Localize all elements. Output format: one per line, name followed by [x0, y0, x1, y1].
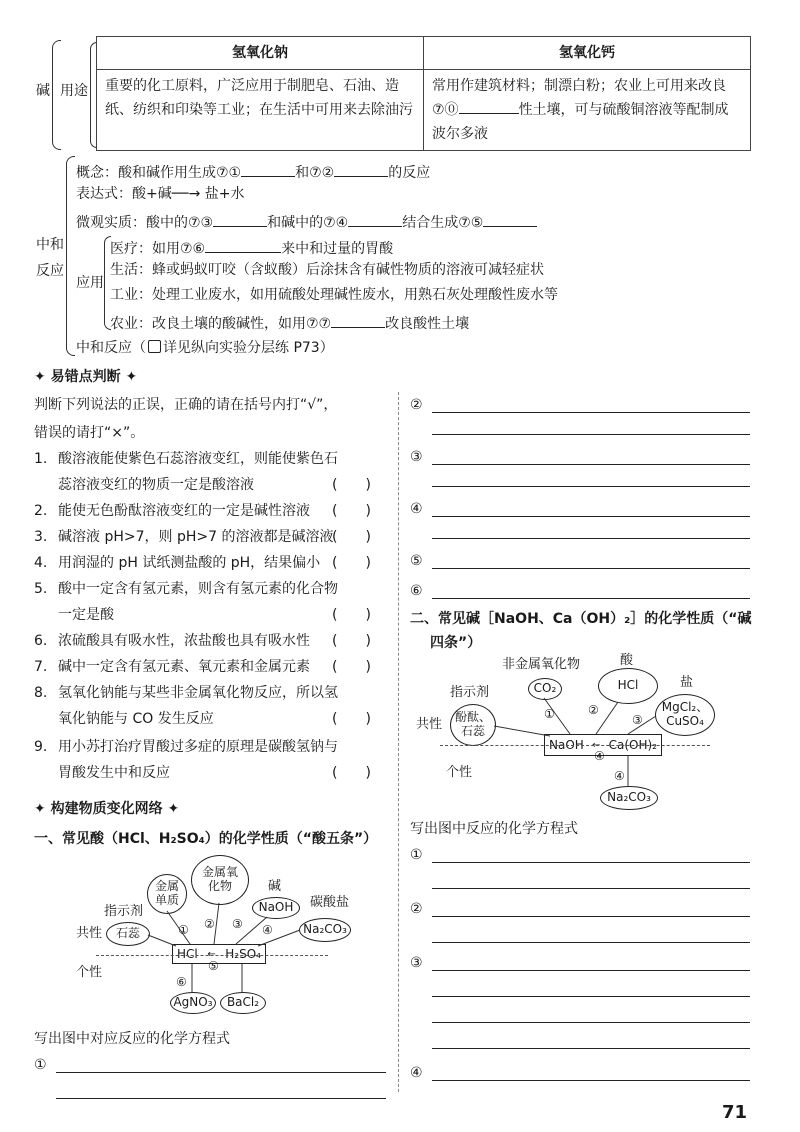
blank-70-num: ⑦⓪ — [432, 102, 459, 118]
acid-write-label: 写出图中对应反应的化学方程式 — [34, 1031, 230, 1047]
acid-title: 一、常见酸（HCl、H₂SO₄）的化学性质（“酸五条”） — [34, 831, 378, 847]
base-eq-line[interactable] — [432, 1080, 750, 1081]
acid-individual-label: 个性 — [76, 965, 103, 980]
judge-item-no: 4. — [34, 555, 48, 571]
use-label: 用途 — [60, 83, 88, 99]
industry-line: 工业：处理工业废水，如用硫酸处理碱性废水，用熟石灰处理酸性废水等 — [110, 287, 558, 303]
base-eq-line[interactable] — [432, 1022, 750, 1023]
judge-item-text: 浓硫酸具有吸水性，浓盐酸也具有吸水性 — [58, 633, 310, 649]
base-n4b: ④ — [614, 769, 625, 783]
judge-item-no: 6. — [34, 633, 48, 649]
base-eq-num: ① — [410, 847, 423, 863]
concept-b: 和⑦② — [295, 165, 335, 181]
caoh2-uses-b: 性土壤，可与硫酸铜溶液等配制成波尔多液 — [432, 102, 729, 142]
judge-item-text-2: 一定是酸 — [58, 607, 114, 623]
concept-a: 概念：酸和碱作用生成⑦① — [76, 165, 242, 181]
judge-item-text: 用小苏打治疗胃酸过多症的原理是碳酸氢钠与 — [58, 739, 338, 755]
base-common-label: 共性 — [416, 717, 443, 732]
base-title-1: 二、常见碱［NaOH、Ca（OH）₂］的化学性质（“碱 — [410, 611, 752, 627]
base-salt-label: 盐 — [680, 675, 694, 690]
judge-item-text: 能使无色酚酞溶液变红的一定是碱性溶液 — [58, 503, 310, 519]
judge-answer-paren[interactable]: ( ) — [332, 607, 371, 623]
judge-item-text-2: 蕊溶液变红的物质一定是酸溶液 — [58, 477, 254, 493]
experiment-a: 中和反应（ — [76, 340, 146, 356]
judge-answer-paren[interactable]: ( ) — [332, 529, 371, 545]
answer-num: ③ — [410, 449, 423, 465]
acid-n2: ② — [204, 917, 215, 931]
judge-item-text: 酸中一定含有氢元素，则含有氢元素的化合物 — [58, 581, 338, 597]
base-phenol-text: 酚酞、 — [454, 710, 491, 725]
judge-item-text: 酸溶液能使紫色石蕊溶液变红，则能使紫色石 — [58, 451, 338, 467]
acid-base-label: 碱 — [268, 879, 282, 894]
judge-item-no: 9. — [34, 739, 48, 755]
agri-b: 改良酸性土壤 — [385, 316, 470, 332]
acid-n4: ④ — [262, 923, 273, 937]
caoh2-header: 氢氧化钙 — [424, 37, 751, 70]
judge-item-text: 碱溶液 pH>7，则 pH>7 的溶液都是碱溶液 — [58, 529, 334, 545]
answer-num: ⑤ — [410, 553, 423, 569]
base-litmus-text: 石蕊 — [460, 724, 485, 738]
judge-heading-text: 易错点判断 — [50, 369, 121, 385]
base-write-label: 写出图中反应的化学方程式 — [410, 821, 578, 837]
acid-n3: ③ — [232, 917, 243, 931]
base-indicator-label: 指示剂 — [450, 685, 490, 700]
answer-num: ⑥ — [410, 583, 423, 599]
judge-item-text-2: 氧化钠能与 CO 发生反应 — [58, 711, 214, 727]
base-n4: ④ — [594, 749, 605, 763]
acid-carbonate-label: 碳酸盐 — [310, 895, 350, 910]
judge-answer-paren[interactable]: ( ) — [332, 555, 371, 571]
naoh-header: 氢氧化钠 — [97, 37, 424, 70]
expression-line: 表达式：酸+碱──→ 盐+水 — [76, 186, 245, 202]
judge-answer-paren[interactable]: ( ) — [332, 711, 371, 727]
base-hcl-text: HCl — [617, 678, 639, 693]
acid-litmus-text: 石蕊 — [115, 926, 140, 941]
acid-arrow-icon: ← — [207, 948, 216, 960]
base-eq-line[interactable] — [432, 942, 750, 943]
answer-num: ④ — [410, 501, 423, 517]
base-nonmetal-label: 非金属氧化物 — [502, 657, 581, 672]
naoh-uses: 重要的化工原料，广泛应用于制肥皂、石油、造纸、纺织和印染等工业；在生活中可用来去除油污 — [97, 70, 424, 151]
judge-answer-paren[interactable]: ( ) — [332, 477, 371, 493]
neutral-label-1: 中和 — [36, 237, 64, 253]
experiment-b: 详见纵向实验分层练 P73） — [163, 340, 334, 356]
answer-num: ② — [410, 397, 423, 413]
judge-item-no: 8. — [34, 685, 48, 701]
judge-item-text: 用润湿的 pH 试纸测盐酸的 pH，结果偏小 — [58, 555, 321, 571]
base-n1: ① — [544, 707, 555, 721]
judge-item-no: 2. — [34, 503, 48, 519]
base-na2co3-text: Na₂CO₃ — [607, 790, 651, 805]
network-heading-text: 构建物质变化网络 — [50, 801, 163, 817]
medical-b: 来中和过量的胃酸 — [281, 241, 394, 257]
acid-na2co3-text: Na₂CO₃ — [303, 922, 347, 937]
acid-agno3-text: AgNO₃ — [173, 995, 213, 1010]
base-eq-line[interactable] — [432, 862, 750, 863]
acid-n6: ⑥ — [176, 975, 187, 989]
base-co2-text: CO₂ — [533, 681, 557, 696]
judge-item-no: 1. — [34, 451, 48, 467]
acid-eq-1-num: ① — [34, 1057, 47, 1073]
acid-n1: ① — [178, 923, 189, 937]
caoh2-uses-a: 常用作建筑材料；制漂白粉；农业上可用来改良 — [432, 78, 726, 94]
neutral-label-2: 反应 — [36, 263, 64, 279]
concept-c: 的反应 — [388, 165, 431, 181]
base-arrow-icon: ← — [592, 739, 601, 751]
acid-hcl-text: HCl — [177, 947, 198, 961]
judge-item-no: 5. — [34, 581, 48, 597]
base-title-2: 四条”） — [430, 635, 482, 651]
base-n3: ③ — [632, 713, 643, 727]
network-heading: ✦ 构建物质变化网络 ✦ — [34, 801, 180, 817]
judge-answer-paren[interactable]: ( ) — [332, 633, 371, 649]
judge-answer-paren[interactable]: ( ) — [332, 659, 371, 675]
base-individual-label: 个性 — [446, 765, 473, 780]
judge-answer-paren[interactable]: ( ) — [332, 765, 371, 781]
acid-h2so4-text: H₂SO₄ — [225, 947, 261, 961]
base-naoh-text: NaOH — [549, 738, 584, 752]
acid-bacl2-text: BaCl₂ — [226, 995, 260, 1010]
judge-item-text: 碱中一定含有氢元素、氧元素和金属元素 — [58, 659, 310, 675]
micro-b: 和碱中的⑦④ — [267, 215, 349, 231]
life-line: 生活：蜂或蚂蚁叮咬（含蚁酸）后涂抹含有碱性物质的溶液可减轻症状 — [110, 262, 544, 278]
base-eq-line[interactable] — [432, 888, 750, 889]
base-acid-label: 酸 — [620, 653, 634, 668]
micro-a: 微观实质：酸中的⑦③ — [76, 215, 214, 231]
acid-metal-text: 金属单质 — [154, 879, 179, 907]
base-cuso4-text: CuSO₄ — [666, 714, 704, 728]
acid-indicator-label: 指示剂 — [104, 904, 144, 919]
base-eq-line[interactable] — [432, 916, 750, 917]
micro-c: 结合生成⑦⑤ — [402, 215, 484, 231]
agri-a: 农业：改良土壤的酸碱性，如用⑦⑦ — [110, 316, 332, 332]
acid-common-label: 共性 — [76, 926, 103, 941]
judge-answer-paren[interactable]: ( ) — [332, 503, 371, 519]
page-number: 71 — [722, 1102, 748, 1123]
base-eq-line[interactable] — [432, 970, 750, 971]
base-eq-num: ② — [410, 901, 423, 917]
medical-a: 医疗：如用⑦⑥ — [110, 241, 206, 257]
judge-heading: ✦ 易错点判断 ✦ — [34, 369, 138, 385]
base-mgcl2-text: MgCl₂、 — [661, 700, 709, 715]
judge-item-no: 7. — [34, 659, 48, 675]
base-eq-line[interactable] — [432, 996, 750, 997]
base-eq-line[interactable] — [432, 1048, 750, 1049]
acid-metal-oxide-text: 金属氧化物 — [201, 865, 238, 893]
base-n2: ② — [588, 703, 599, 717]
base-caoh2-text: Ca(OH)₂ — [608, 738, 657, 752]
judge-item-text: 氢氧化钠能与某些非金属氧化物反应，所以氢 — [58, 685, 338, 701]
base-label: 碱 — [36, 83, 50, 99]
acid-n5: ⑤ — [208, 959, 219, 973]
judge-intro-1: 判断下列说法的正误，正确的请在括号内打“√”， — [34, 397, 338, 413]
judge-intro-2: 错误的请打“×”。 — [34, 425, 145, 441]
judge-item-text-2: 胃酸发生中和反应 — [58, 765, 170, 781]
acid-naoh-text: NaOH — [258, 900, 294, 915]
judge-item-no: 3. — [34, 529, 48, 545]
base-eq-num: ④ — [410, 1065, 423, 1081]
app-label: 应用 — [76, 275, 104, 291]
base-eq-num: ③ — [410, 955, 423, 971]
